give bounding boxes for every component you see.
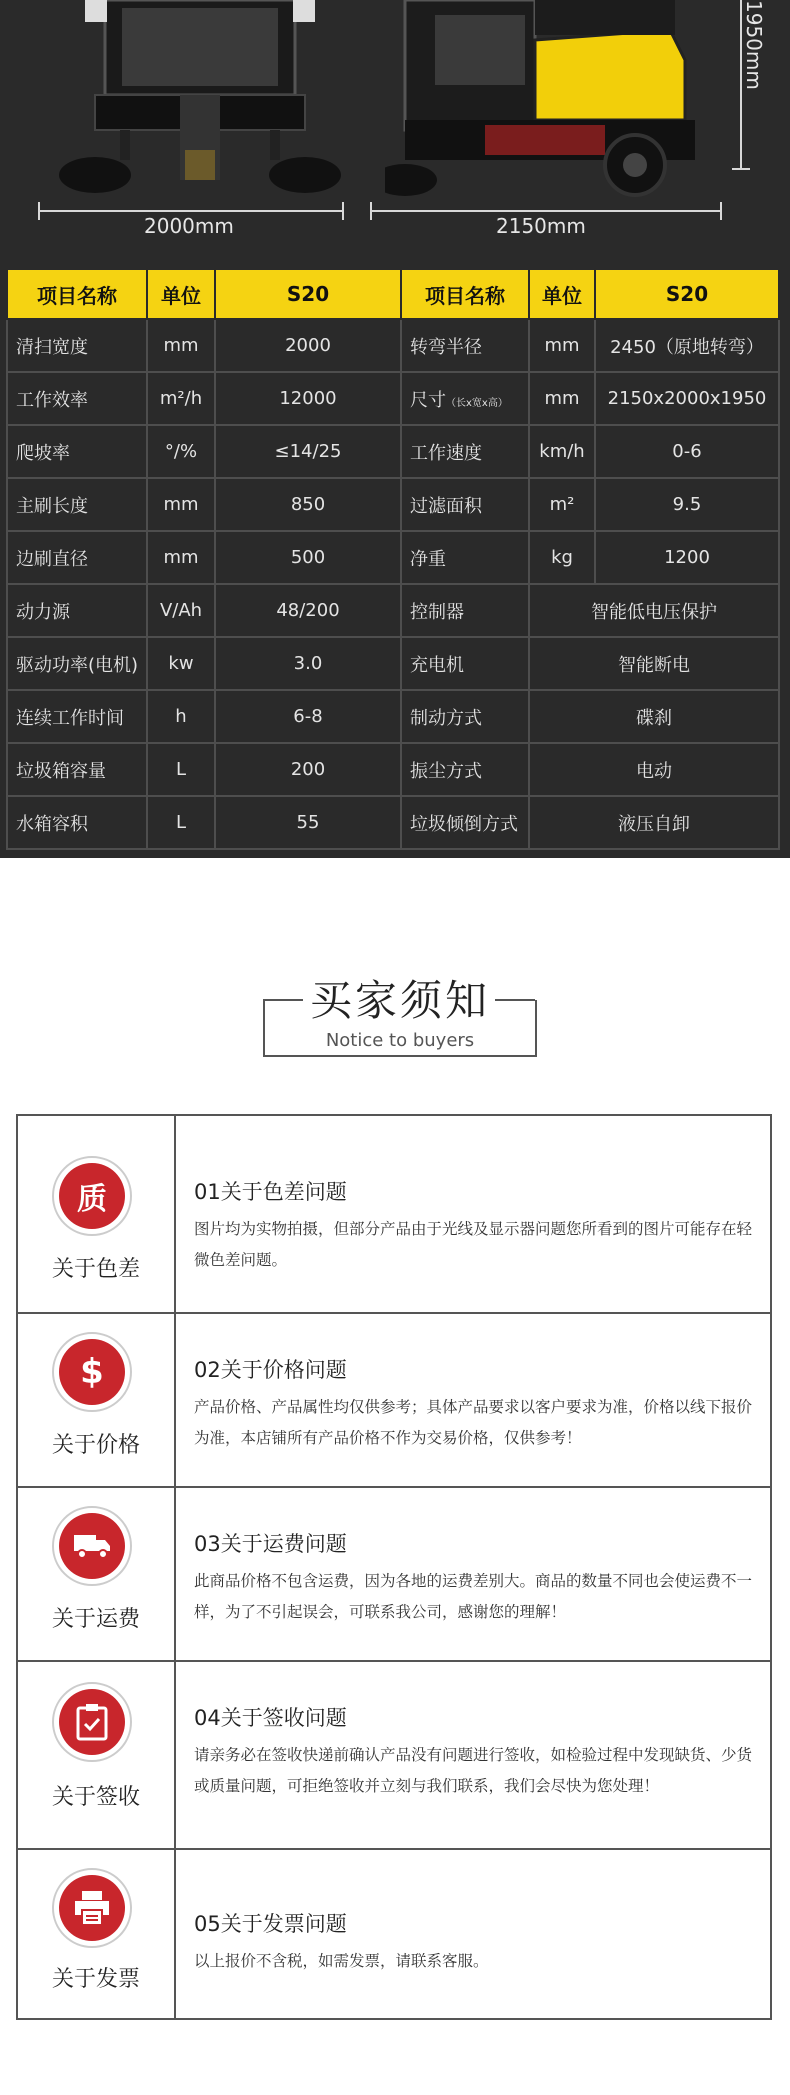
spec-value: 12000 bbox=[215, 372, 401, 425]
notice-icon-ring bbox=[52, 1156, 132, 1236]
spec-name: 工作效率 bbox=[7, 372, 147, 425]
table-row bbox=[7, 584, 779, 637]
spec-value: 3.0 bbox=[215, 637, 401, 690]
spec-name: 振尘方式 bbox=[401, 743, 529, 796]
spec-unit: mm bbox=[529, 319, 595, 372]
notice-subtitle: Notice to buyers bbox=[325, 1030, 475, 1051]
table-row bbox=[7, 425, 779, 478]
header-unit: 单位 bbox=[529, 269, 595, 319]
spec-name: 垃圾倾倒方式 bbox=[401, 796, 529, 849]
spec-value: 0-6 bbox=[595, 425, 779, 478]
spec-value: 碟刹 bbox=[529, 690, 779, 743]
notice-item-text: 产品价格、产品属性均仅供参考；具体产品要求以客户要求为准，价格以线下报价为准，本店铺所有产品价格不作为交易价格，仅供参考！ bbox=[194, 1398, 753, 1447]
notice-item-text: 图片均为实物拍摄，但部分产品由于光线及显示器问题您所看到的图片可能存在轻微色差问题。 bbox=[194, 1220, 753, 1269]
spec-unit: km/h bbox=[529, 425, 595, 478]
notice-title: 买家须知 bbox=[309, 976, 490, 1025]
spec-value: 55 bbox=[215, 796, 401, 849]
list-item bbox=[18, 1848, 770, 2018]
spec-unit: °/% bbox=[147, 425, 215, 478]
length-dimension-line bbox=[370, 210, 722, 212]
header-item-name: 项目名称 bbox=[401, 269, 529, 319]
product-spec-section bbox=[0, 0, 790, 858]
notice-heading bbox=[263, 976, 537, 1056]
spec-unit: m² bbox=[529, 478, 595, 531]
spec-name-note: （长x宽x高） bbox=[446, 397, 508, 409]
delivery-truck-icon bbox=[59, 1513, 125, 1579]
spec-value: 智能低电压保护 bbox=[529, 584, 779, 637]
spec-table bbox=[6, 268, 780, 850]
spec-name-text: 尺寸 bbox=[410, 389, 446, 411]
notice-category: 关于色差 bbox=[51, 1257, 140, 1282]
list-item bbox=[18, 1486, 770, 1662]
notice-icon-ring bbox=[52, 1506, 132, 1586]
notice-item-text: 请亲务必在签收快递前确认产品没有问题进行签收，如检验过程中发现缺货、少货或质量问题，可拒绝签收并立刻与我们联系，我们会尽快为您处理！ bbox=[194, 1746, 753, 1795]
spec-name bbox=[401, 372, 529, 425]
spec-name: 爬坡率 bbox=[7, 425, 147, 478]
spec-value: 液压自卸 bbox=[529, 796, 779, 849]
spec-value: 2450（原地转弯） bbox=[595, 319, 779, 372]
table-row bbox=[7, 372, 779, 425]
spec-name: 主刷长度 bbox=[7, 478, 147, 531]
spec-unit: V/Ah bbox=[147, 584, 215, 637]
header-unit: 单位 bbox=[147, 269, 215, 319]
spec-value: 9.5 bbox=[595, 478, 779, 531]
notice-list bbox=[16, 1114, 772, 2020]
sweeper-side-view-image bbox=[385, 0, 725, 200]
spec-value: 200 bbox=[215, 743, 401, 796]
list-item bbox=[18, 1116, 770, 1314]
table-row bbox=[7, 531, 779, 584]
spec-unit: mm bbox=[147, 531, 215, 584]
spec-name: 驱动功率(电机) bbox=[7, 637, 147, 690]
spec-value: 2150x2000x1950 bbox=[595, 372, 779, 425]
table-row bbox=[7, 319, 779, 372]
notice-category-column bbox=[18, 1660, 176, 1848]
spec-name: 充电机 bbox=[401, 637, 529, 690]
invoice-printer-icon bbox=[59, 1875, 125, 1941]
spec-unit: L bbox=[147, 743, 215, 796]
notice-category: 关于发票 bbox=[51, 1967, 140, 1992]
spec-name: 控制器 bbox=[401, 584, 529, 637]
sweeper-front-view-image bbox=[50, 0, 350, 200]
spec-unit: m²/h bbox=[147, 372, 215, 425]
spec-name: 边刷直径 bbox=[7, 531, 147, 584]
notice-item-title: 01关于色差问题 bbox=[194, 1180, 347, 1204]
spec-name: 水箱容积 bbox=[7, 796, 147, 849]
list-item bbox=[18, 1660, 770, 1850]
spec-value: 6-8 bbox=[215, 690, 401, 743]
spec-name: 转弯半径 bbox=[401, 319, 529, 372]
spec-name: 清扫宽度 bbox=[7, 319, 147, 372]
spec-value: 电动 bbox=[529, 743, 779, 796]
list-item bbox=[18, 1312, 770, 1488]
header-model: S20 bbox=[215, 269, 401, 319]
notice-category-column bbox=[18, 1312, 176, 1486]
money-bag-icon-glyph: $ bbox=[80, 1352, 104, 1392]
notice-item-text: 以上报价不含税，如需发票，请联系客服。 bbox=[194, 1952, 489, 1970]
notice-category: 关于运费 bbox=[51, 1607, 140, 1632]
clipboard-check-icon bbox=[59, 1689, 125, 1755]
spec-unit: mm bbox=[147, 319, 215, 372]
height-dimension-label: 1950mm bbox=[742, 0, 766, 90]
spec-name: 过滤面积 bbox=[401, 478, 529, 531]
header-model: S20 bbox=[595, 269, 779, 319]
spec-value: 850 bbox=[215, 478, 401, 531]
spec-name: 动力源 bbox=[7, 584, 147, 637]
spec-value: 2000 bbox=[215, 319, 401, 372]
spec-unit: h bbox=[147, 690, 215, 743]
width-dimension-label: 2000mm bbox=[144, 214, 234, 238]
spec-unit: mm bbox=[147, 478, 215, 531]
spec-unit: mm bbox=[529, 372, 595, 425]
notice-item-text: 此商品价格不包含运费，因为各地的运费差别大。商品的数量不同也会使运费不一样，为了不引起误会，可联系我公司，感谢您的理解！ bbox=[194, 1572, 753, 1621]
spec-unit: kg bbox=[529, 531, 595, 584]
notice-icon-ring bbox=[52, 1682, 132, 1762]
spec-unit: L bbox=[147, 796, 215, 849]
spec-value: 智能断电 bbox=[529, 637, 779, 690]
spec-value: 1200 bbox=[595, 531, 779, 584]
notice-item-title: 02关于价格问题 bbox=[194, 1358, 347, 1382]
spec-value: 500 bbox=[215, 531, 401, 584]
spec-value: ≤14/25 bbox=[215, 425, 401, 478]
quality-icon bbox=[59, 1163, 125, 1229]
spec-name: 工作速度 bbox=[401, 425, 529, 478]
notice-item-title: 03关于运费问题 bbox=[194, 1532, 347, 1556]
notice-category: 关于价格 bbox=[51, 1433, 140, 1458]
spec-name: 连续工作时间 bbox=[7, 690, 147, 743]
header-item-name: 项目名称 bbox=[7, 269, 147, 319]
notice-category-column bbox=[18, 1116, 176, 1312]
delivery-truck-icon-svg bbox=[72, 1531, 112, 1561]
table-row bbox=[7, 690, 779, 743]
table-row bbox=[7, 743, 779, 796]
table-row bbox=[7, 478, 779, 531]
spec-name: 净重 bbox=[401, 531, 529, 584]
invoice-printer-icon-svg bbox=[73, 1890, 111, 1926]
notice-category: 关于签收 bbox=[51, 1785, 140, 1810]
table-row bbox=[7, 796, 779, 849]
clipboard-check-icon-svg bbox=[75, 1703, 109, 1741]
notice-item-title: 04关于签收问题 bbox=[194, 1706, 347, 1730]
spec-name: 垃圾箱容量 bbox=[7, 743, 147, 796]
length-dimension-label: 2150mm bbox=[496, 214, 586, 238]
notice-icon-ring bbox=[52, 1868, 132, 1948]
quality-icon-glyph: 质 bbox=[77, 1182, 107, 1217]
spec-value: 48/200 bbox=[215, 584, 401, 637]
spec-table-header bbox=[7, 269, 779, 319]
notice-icon-ring bbox=[52, 1332, 132, 1412]
notice-category-column bbox=[18, 1486, 176, 1660]
notice-item-title: 05关于发票问题 bbox=[194, 1912, 347, 1936]
money-bag-icon bbox=[59, 1339, 125, 1405]
width-dimension-line bbox=[38, 210, 344, 212]
notice-category-column bbox=[18, 1848, 176, 2018]
table-row bbox=[7, 637, 779, 690]
spec-unit: kw bbox=[147, 637, 215, 690]
spec-name: 制动方式 bbox=[401, 690, 529, 743]
